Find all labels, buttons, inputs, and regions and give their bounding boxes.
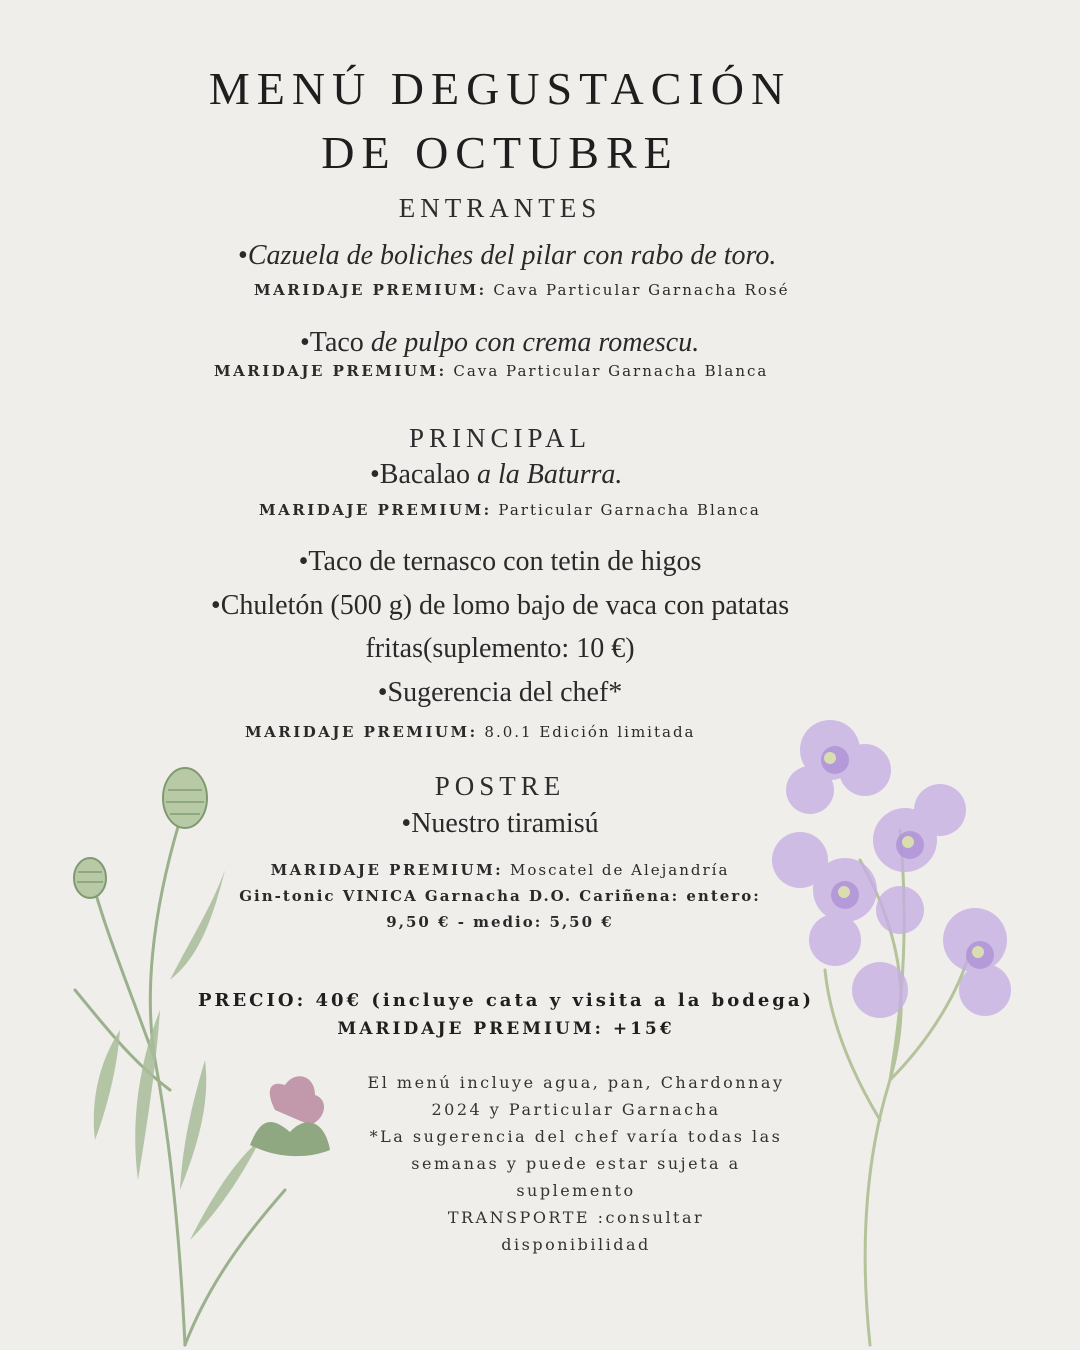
note-line: TRANSPORTE :consultar xyxy=(447,1208,705,1227)
pairing-postre-gin-tonic-price: 9,50 € - medio: 5,50 € xyxy=(386,913,614,931)
section-postre: POSTRE xyxy=(434,771,566,801)
violet-flower-illustration xyxy=(740,690,1030,1350)
dish-chuleton-line-2: fritas(suplemento: 10 €) xyxy=(365,633,635,664)
dish-ternasco: •Taco de ternasco con tetin de higos xyxy=(298,546,702,577)
dish-taco-pulpo: •Taco de pulpo con crema romescu. xyxy=(300,327,700,358)
dish-cazuela: •Cazuela de boliches del pilar con rabo de toro. xyxy=(238,240,777,271)
pairing-bacalao: MARIDAJE PREMIUM: Particular Garnacha Blanca xyxy=(259,501,761,519)
price-line-1: PRECIO: 40€ (incluye cata y visita a la bodega) xyxy=(197,990,815,1011)
pairing-postre-gin-tonic: Gin-tonic VINICA Garnacha D.O. Cariñena: entero: xyxy=(239,887,761,905)
note-line: El menú incluye agua, pan, Chardonnay xyxy=(367,1073,785,1092)
title-line-2: DE OCTUBRE xyxy=(321,127,679,178)
dish-bacalao: •Bacalao a la Baturra. xyxy=(370,459,623,490)
dish-sugerencia: •Sugerencia del chef* xyxy=(377,677,623,708)
note-line: disponibilidad xyxy=(501,1235,651,1254)
pairing-postre: MARIDAJE PREMIUM: Moscatel de Alejandría xyxy=(270,861,730,879)
thistle-bud-left xyxy=(74,858,106,898)
pairing-cazuela: MARIDAJE PREMIUM: Cava Particular Garnacha Rosé xyxy=(254,281,790,299)
price-line-2: MARIDAJE PREMIUM: +15€ xyxy=(337,1019,675,1039)
dish-chuleton-line-1: •Chuletón (500 g) de lomo bajo de vaca con patatas xyxy=(210,590,790,621)
thistle-bud-top xyxy=(163,768,207,828)
title-line-1: MENÚ DEGUSTACIÓN xyxy=(208,63,792,114)
pairing-principal: MARIDAJE PREMIUM: 8.0.1 Edición limitada xyxy=(245,723,696,741)
thistle-illustration xyxy=(60,760,360,1350)
pink-flower xyxy=(250,1076,330,1156)
note-line: semanas y puede estar sujeta a xyxy=(411,1154,741,1173)
section-principal: PRINCIPAL xyxy=(408,423,592,453)
note-line: 2024 y Particular Garnacha xyxy=(431,1100,721,1119)
pairing-taco-pulpo: MARIDAJE PREMIUM: Cava Particular Garnacha Blanca xyxy=(214,362,769,380)
note-line: *La sugerencia del chef varía todas las xyxy=(369,1127,783,1146)
note-line: suplemento xyxy=(516,1181,636,1200)
section-entrantes: ENTRANTES xyxy=(398,193,602,223)
dish-tiramisu: •Nuestro tiramisú xyxy=(401,808,599,839)
